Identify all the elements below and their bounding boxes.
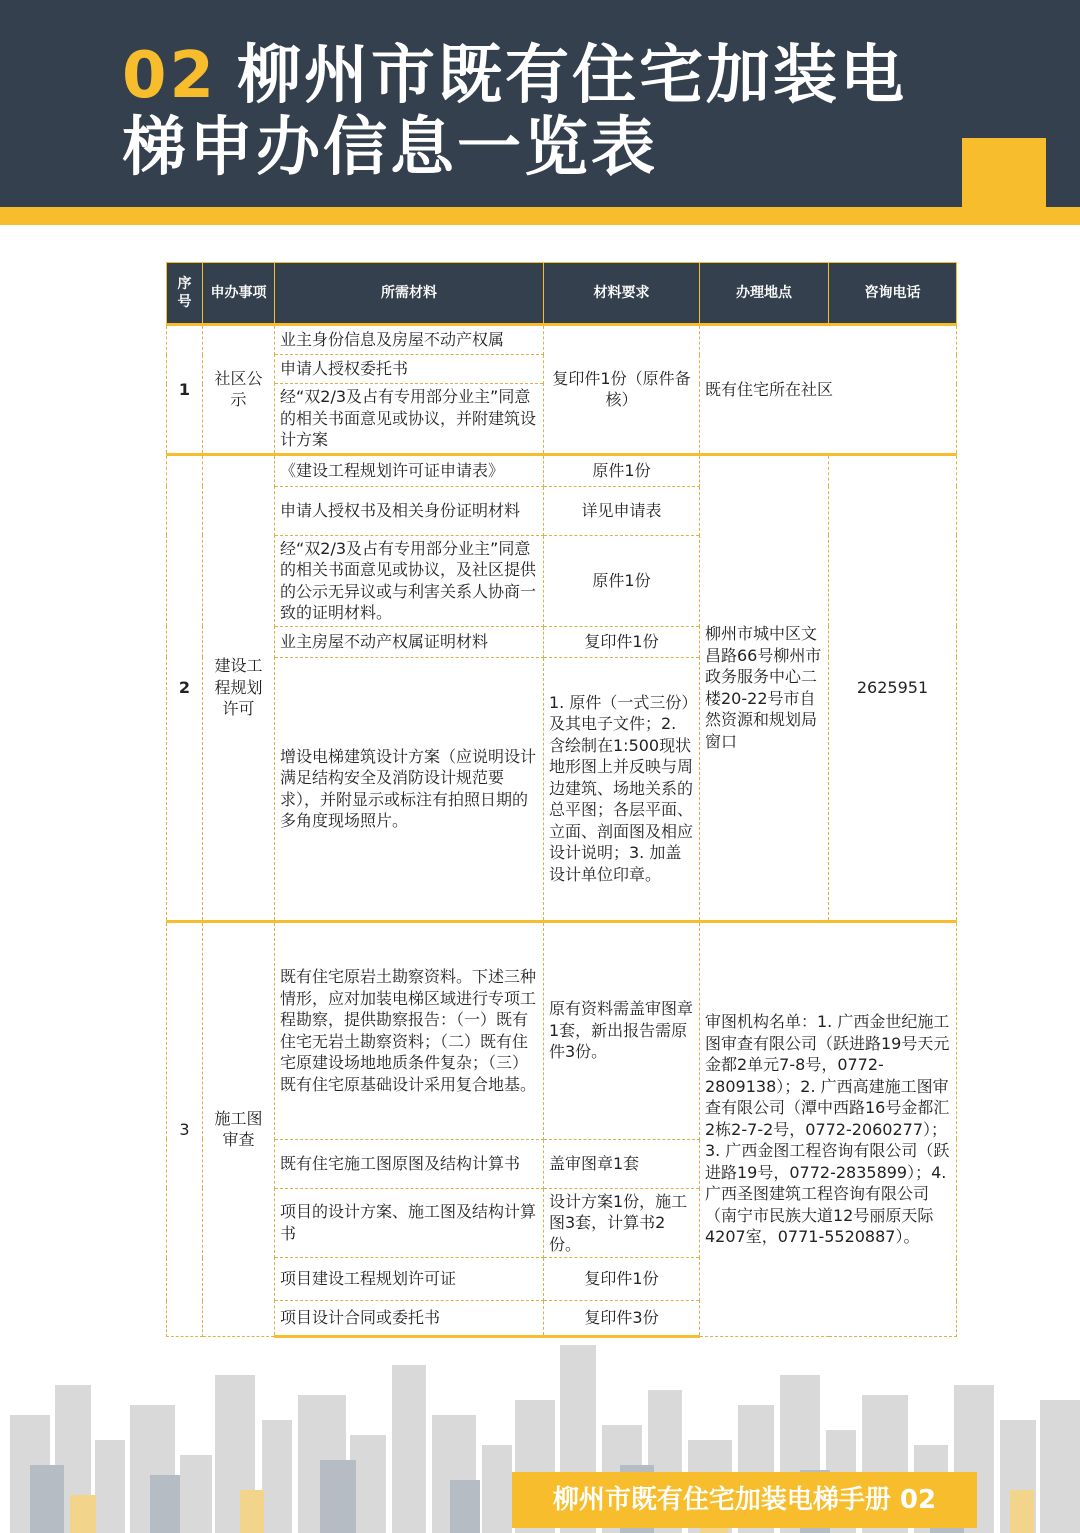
row-number: 2	[167, 454, 203, 921]
info-table	[166, 262, 957, 1338]
row-number: 1	[167, 325, 203, 455]
title-line-1: 柳州市既有住宅加装电	[237, 39, 908, 113]
material-cell: 申请人授权书及相关身份证明材料	[275, 486, 544, 535]
requirement-cell: 原件1份	[544, 454, 700, 486]
material-cell: 《建设工程规划许可证申请表》	[275, 454, 544, 486]
requirement-cell: 详见申请表	[544, 486, 700, 535]
table-row	[167, 454, 957, 486]
material-cell: 业主身份信息及房屋不动产权属	[275, 325, 544, 355]
header-requirements: 材料要求	[544, 263, 700, 325]
header-phone: 咨询电话	[829, 263, 957, 325]
requirement-cell: 原有资料需盖审图章1套，新出报告需原件3份。	[544, 921, 700, 1139]
requirement-cell: 1. 原件（一式三份）及其电子文件；2. 含绘制在1:500现状地形图上并反映与周边建筑、场地关系的总平图；各层平面、立面、剖面图及相应设计说明；3. 加盖设计单位印章。	[544, 657, 700, 921]
material-cell: 经“双2/3及占有专用部分业主”同意的相关书面意见或协议，并附建筑设计方案	[275, 384, 544, 455]
requirement-cell: 盖审图章1套	[544, 1139, 700, 1188]
row-item: 施工图审查	[203, 921, 275, 1337]
material-cell: 增设电梯建筑设计方案（应说明设计满足结构安全及消防设计规范要求），并附显示或标注有拍照日期的多角度现场照片。	[275, 657, 544, 921]
table-row	[167, 921, 957, 1139]
material-cell: 业主房屋不动产权属证明材料	[275, 626, 544, 657]
row-item: 社区公示	[203, 325, 275, 455]
material-cell: 既有住宅原岩土勘察资料。下述三种情形，应对加装电梯区域进行专项工程勘察，提供勘察报告：（一）既有住宅无岩土勘察资料；（二）既有住宅原建设场地地质条件复杂；（三）既有住宅原基础设计采用复合地基。	[275, 921, 544, 1139]
row-item: 建设工程规划许可	[203, 454, 275, 921]
requirement-cell: 复印件3份	[544, 1301, 700, 1337]
material-cell: 既有住宅施工图原图及结构计算书	[275, 1139, 544, 1188]
header-location: 办理地点	[700, 263, 829, 325]
header-no: 序号	[167, 263, 203, 325]
material-cell: 项目的设计方案、施工图及结构计算书	[275, 1188, 544, 1258]
page-title	[122, 40, 907, 184]
requirement-cell: 复印件1份	[544, 626, 700, 657]
header-accent-block	[962, 138, 1046, 208]
table-header-row	[167, 263, 957, 325]
location-cell: 审图机构名单：1. 广西金世纪施工图审查有限公司（跃进路19号天元金都2单元7-8号，0772-2809138）；2. 广西高建施工图审查有限公司（潭中西路16号金都汇2栋2-7-2号，0772-2060277）；3. 广西金图工程咨询有限公司（跃进路19号，0772-2835899）；4. 广西圣图建筑工程咨询有限公司（南宁市民族大道12号丽原天际4207室，0771-5520887）。	[700, 921, 957, 1337]
requirement-cell: 复印件1份（原件备核）	[544, 325, 700, 455]
title-line-2: 梯申办信息一览表	[122, 111, 658, 185]
table-row	[167, 325, 957, 355]
requirement-cell: 设计方案1份，施工图3套，计算书2份。	[544, 1188, 700, 1258]
material-cell: 经“双2/3及占有专用部分业主”同意的相关书面意见或协议，及社区提供的公示无异议或与利害关系人协商一致的证明材料。	[275, 535, 544, 626]
header-materials: 所需材料	[275, 263, 544, 325]
location-cell: 既有住宅所在社区	[700, 325, 957, 455]
material-cell: 申请人授权委托书	[275, 355, 544, 384]
material-cell: 项目建设工程规划许可证	[275, 1258, 544, 1301]
requirement-cell: 原件1份	[544, 535, 700, 626]
requirement-cell: 复印件1份	[544, 1258, 700, 1301]
location-cell: 柳州市城中区文昌路66号柳州市政务服务中心二楼20-22号市自然资源和规划局窗口	[700, 454, 829, 921]
header-accent-bar	[0, 207, 1080, 225]
header-item: 申办事项	[203, 263, 275, 325]
row-number: 3	[167, 921, 203, 1337]
material-cell: 项目设计合同或委托书	[275, 1301, 544, 1337]
footer-badge	[512, 1472, 977, 1528]
title-number: 02	[122, 39, 218, 113]
footer-text: 柳州市既有住宅加装电梯手册 02	[552, 1485, 937, 1515]
phone-cell: 2625951	[829, 454, 957, 921]
